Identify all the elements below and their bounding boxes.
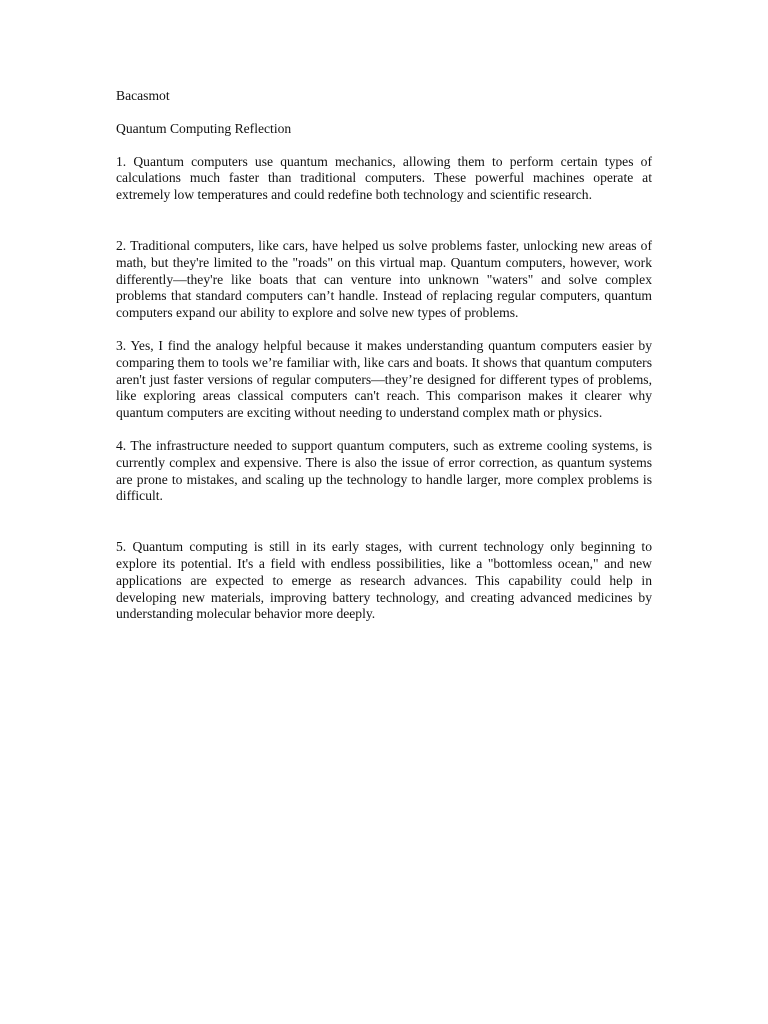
document-title: Quantum Computing Reflection [116,120,292,136]
paragraph-1: 1. Quantum computers use quantum mechanics, allowing them to perform certain types of calculations much faster than traditional computers. These powerful machines operate at extremely low temperatures and could redefine both technology and scientific research. [116,153,652,203]
author-name: Bacasmot [116,88,170,103]
paragraph-2: 2. Traditional computers, like cars, have helped us solve problems faster, unlocking new areas of math, but they're limited to the "roads" on this virtual map. Quantum computers, however, work differently—they're like boats that can venture into unknown "waters" and solve complex problems that standard computers can’t handle. Instead of replacing regular computers, quantum computers expand our ability to explore and solve new types of problems. [116,237,652,321]
paragraph-4: 4. The infrastructure needed to support quantum computers, such as extreme cooling systems, is currently complex and expensive. There is also the issue of error correction, as quantum systems are prone to mistakes, and scaling up the technology to handle larger, more complex problems is difficult. [116,437,652,504]
document-body [116,88,652,623]
paragraph-5: 5. Quantum computing is still in its early stages, with current technology only beginning to explore its potential. It's a field with endless possibilities, like a "bottomless ocean," and new applications are expected to emerge as research advances. This capability could help in developing new materials, improving battery technology, and creating advanced medicines by understanding molecular behavior more deeply. [116,539,652,622]
paragraph-3: 3. Yes, I find the analogy helpful because it makes understanding quantum computers easier by comparing them to tools we’re familiar with, like cars and boats. It shows that quantum computers aren't just faster versions of regular computers—they’re designed for different types of problems, like exploring areas classical computers can't reach. This comparison makes it clearer why quantum computers are exciting without needing to understand complex math or physics. [116,337,652,421]
